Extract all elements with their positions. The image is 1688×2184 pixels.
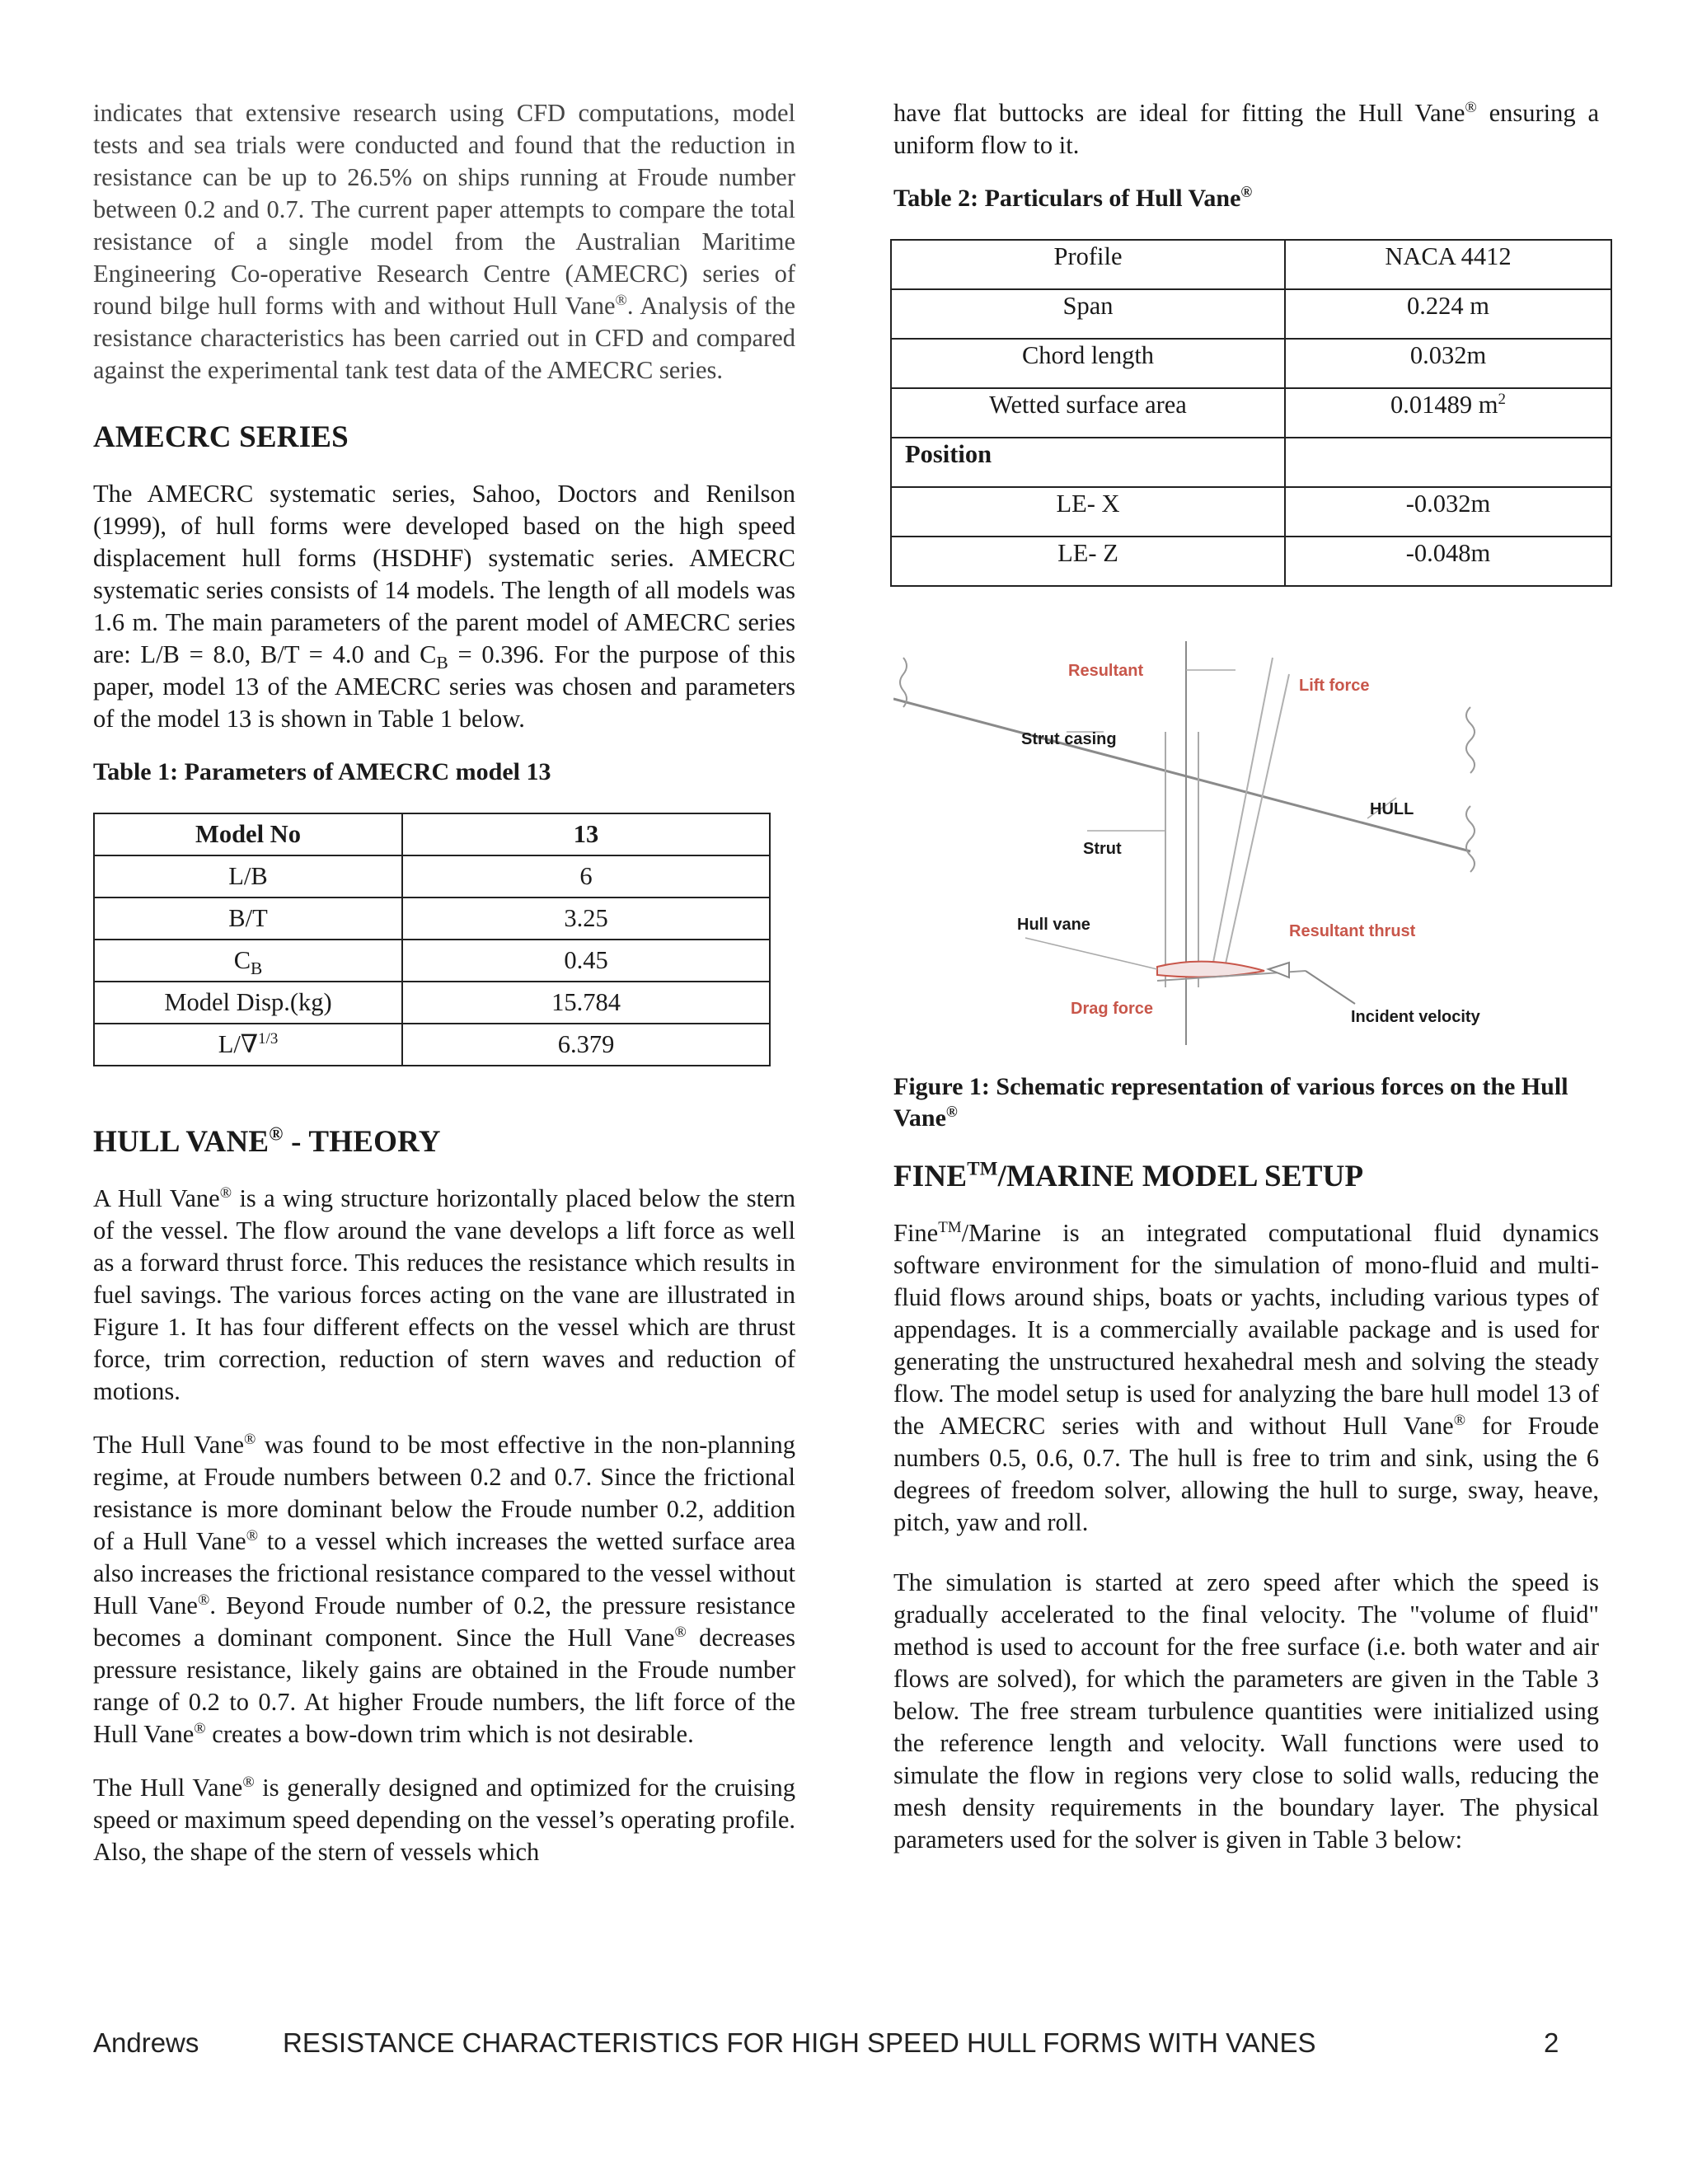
table-cell: B/T: [94, 898, 402, 940]
incident-velocity-line: [1306, 971, 1355, 1004]
table-cell: Model Disp.(kg): [94, 982, 402, 1024]
strut-label: Strut: [1083, 840, 1122, 858]
table-cell: LE- Z: [891, 537, 1285, 586]
theory-paragraph-2: The Hull Vane® was found to be most effective in the non-planning regime, at Froude numbers between 0.2 and 0.7. Since the frictional resistance is more dominant below the Froude number 0.2, addition of a Hull Vane® to a vessel which increases the wetted surface area also increases the frictional resistance compared to the vessel without Hull Vane®. Beyond Froude number of 0.2, the pressure resistance becomes a dominant component. Since the Hull Vane® decreases pressure resistance, likely gains are obtained in the Froude number range of 0.2 to 0.7. At higher Froude numbers, the lift force of the Hull Vane® creates a bow-down trim which is not desirable.: [93, 1430, 795, 1748]
table-cell: Chord length: [891, 339, 1285, 388]
theory-paragraph-3: The Hull Vane® is generally designed and optimized for the cruising speed or maximum speed depending on the vessel’s operating profile. Also, the shape of the stern of vessels which: [93, 1773, 795, 1866]
table-row: [891, 487, 1611, 537]
table-row: [891, 289, 1611, 339]
table-cell: LE- X: [891, 487, 1285, 537]
lift-arrow: [1223, 674, 1289, 975]
table-cell: Wetted surface area: [891, 388, 1285, 438]
hull-vane-leader: [1025, 938, 1157, 969]
thrust-arrowhead: [1268, 963, 1289, 977]
table-row: [94, 1024, 770, 1066]
incident-velocity-label: Incident velocity: [1351, 1008, 1480, 1026]
table-cell: -0.048m: [1285, 537, 1611, 586]
table-row: [94, 982, 770, 1024]
resultant-thrust-label: Resultant thrust: [1289, 922, 1416, 940]
hull-label: HULL: [1370, 800, 1414, 818]
footer-title: RESISTANCE CHARACTERISTICS FOR HIGH SPEED HULL FORMS WITH VANES: [283, 2027, 1316, 2058]
hull-vane-label: Hull vane: [1017, 916, 1090, 934]
table-cell: Profile: [891, 240, 1285, 289]
section-heading-setup: FINE™/MARINE MODEL SETUP: [893, 1158, 1364, 1193]
section-heading-theory: HULL VANE® - THEORY: [93, 1123, 441, 1159]
table-row: [891, 240, 1611, 289]
table-cell: Span: [891, 289, 1285, 339]
table-cell: L/∇$^{1/3}$: [94, 1024, 402, 1066]
table-cell: [1285, 438, 1611, 487]
lift-force-label: Lift force: [1299, 677, 1370, 695]
table-cell: 6.379: [402, 1024, 770, 1066]
continued-paragraph: have flat buttocks are ideal for fitting the Hull Vane® ensuring a uniform flow to it.: [893, 98, 1599, 159]
table-cell: -0.032m: [1285, 487, 1611, 537]
drag-force-label: Drag force: [1071, 1000, 1154, 1018]
table1: [93, 813, 771, 1066]
resultant-label: Resultant: [1068, 662, 1144, 680]
resultant-arrow: [1211, 658, 1273, 975]
setup-paragraph-1: Fine™/Marine is an integrated computational fluid dynamics software environment for the simulation of mono-fluid and multi-fluid flows around ships, boats or yachts, including various types of appendages. It is a commercially available package and is used for generating the unstructured hexahedral mesh and solving the steady flow. The model setup is used for analyzing the bare hull model 13 of the AMECRC series with and without Hull Vane® for Froude numbers 0.5, 0.6, 0.7. The hull is free to trim and sink, using the 6 degrees of freedom solver, allowing the hull to surge, sway, heave, pitch, yaw and roll.: [893, 1218, 1599, 1536]
table-row: [891, 537, 1611, 586]
table-cell: 6: [402, 855, 770, 898]
figure-1: [893, 641, 1495, 1053]
table-cell: L/B: [94, 855, 402, 898]
table-cell: 3.25: [402, 898, 770, 940]
footer-page-number: 2: [1544, 2027, 1559, 2058]
setup-paragraph-2: The simulation is started at zero speed after which the speed is gradually accelerated to the final velocity. The "volume of fluid" method is used to account for the free surface (i.e. both water and air flows are solved), for which the parameters are given in the Table 3 below. The free stream turbulence quantities were initialized using the reference length and velocity. Wall functions were used to simulate the flow in regions very close to solid walls, reducing the mesh density requirements in the boundary layer. The physical parameters used for the solver is given in Table 3 below:: [893, 1568, 1599, 1854]
table2: [890, 239, 1612, 587]
table-cell: NACA 4412: [1285, 240, 1611, 289]
table-cell: 0.01489 $m^2$: [1285, 388, 1611, 438]
table-row: [891, 438, 1611, 487]
table-cell: Position: [891, 438, 1285, 487]
table-row: [94, 855, 770, 898]
amecrc-paragraph: The AMECRC systematic series, Sahoo, Doctors and Renilson (1999), of hull forms were developed based on the high speed displacement hull forms (HSDHF) systematic series. AMECRC systematic series consists of 14 models. The length of all models was 1.6 m. The main parameters of the parent model of AMECRC series are: L/B = 8.0, B/T = 4.0 and $C_B = 0.396$. For the purpose of this paper, model 13 of the AMECRC series was chosen and parameters of the model 13 is shown in Table 1 below.: [93, 480, 795, 733]
table-cell: 13: [402, 813, 770, 855]
table-cell: 0.032m: [1285, 339, 1611, 388]
table-row: [891, 339, 1611, 388]
table2-caption: Table 2: Particulars of Hull Vane®: [893, 184, 1253, 212]
force-diagram: [893, 641, 1495, 1053]
table1-caption: Table 1: Parameters of AMECRC model 13: [93, 758, 551, 785]
table-cell: $C_B$: [94, 940, 402, 982]
footer-author: Andrews: [93, 2027, 199, 2058]
table-cell: Model No: [94, 813, 402, 855]
table-row: [891, 388, 1611, 438]
wave-right-bottom: [1466, 806, 1475, 872]
section-heading-amecrc: AMECRC SERIES: [93, 420, 349, 454]
table-row: [94, 898, 770, 940]
table-row: [94, 813, 770, 855]
left-column: [93, 97, 795, 1890]
table-cell: 15.784: [402, 982, 770, 1024]
table-row: [94, 940, 770, 982]
table-cell: 0.45: [402, 940, 770, 982]
theory-paragraph-1: A Hull Vane® is a wing structure horizontally placed below the stern of the vessel. The flow around the vane develops a lift force as well as a forward thrust force. This reduces the resistance which results in fuel savings. The various forces acting on the vane are illustrated in Figure 1. It has four different effects on the vessel which are thrust force, trim correction, reduction of stern waves and reduction of motions.: [93, 1183, 795, 1405]
right-column: [893, 97, 1599, 1877]
wave-right-top: [1466, 707, 1475, 773]
strut-casing-label: Strut casing: [1021, 730, 1117, 748]
figure-caption: Figure 1: Schematic representation of various forces on the Hull Vane®: [893, 1073, 1568, 1132]
intro-paragraph: indicates that extensive research using CFD computations, model tests and sea trials were conducted and found that the reduction in resistance can be up to 26.5% on ships running at Froude number between 0.2 and 0.7. The current paper attempts to compare the total resistance of a single model from the Australian Maritime Engineering Co-operative Research Centre (AMECRC) series of round bilge hull forms with and without Hull Vane®. Analysis of the resistance characteristics has been carried out in CFD and compared against the experimental tank test data of the AMECRC series.: [93, 99, 795, 384]
hull-line: [893, 699, 1470, 851]
table-cell: 0.224 m: [1285, 289, 1611, 339]
